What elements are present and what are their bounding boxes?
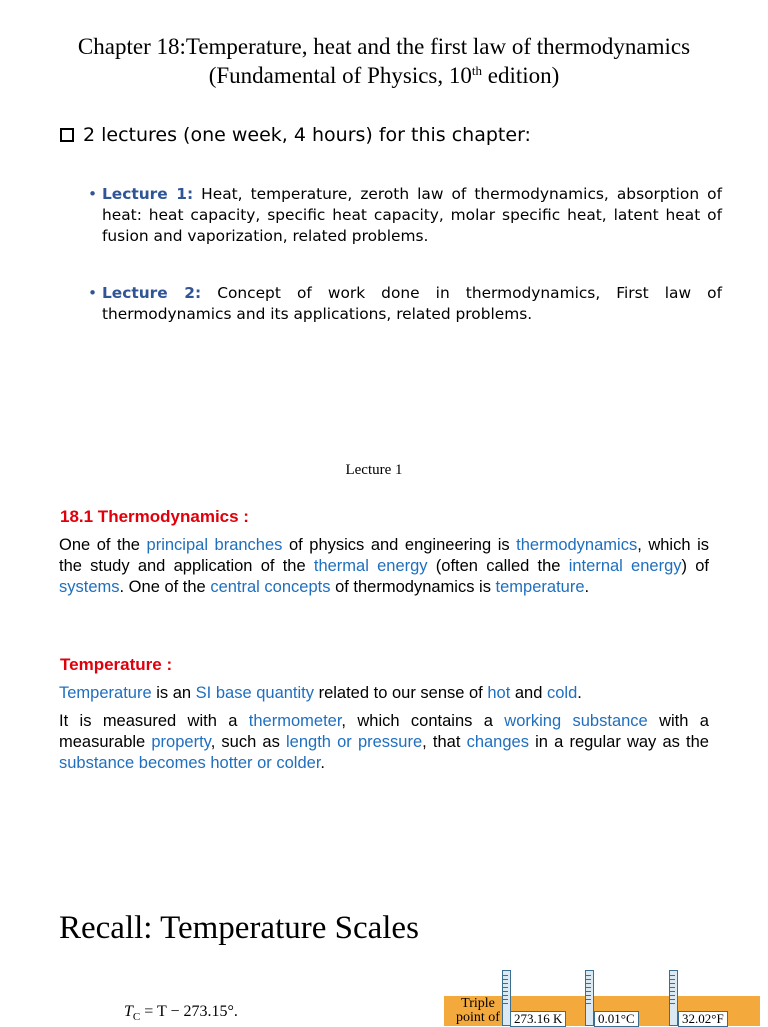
lecture-1-text: Heat, temperature, zeroth law of thermodynamics, absorption of heat: heat capacity, specific heat capacity, molar specific heat, latent heat of fusion and vaporization, related problems. [102, 185, 722, 245]
title-superscript: th [471, 63, 483, 78]
term-temperature: temperature [495, 578, 585, 596]
temperature-scales-diagram [444, 970, 760, 1024]
thermometer-tick [503, 991, 508, 992]
section-thermodynamics-title: 18.1 Thermodynamics : [60, 507, 249, 526]
bullet-dot-icon: • [88, 284, 98, 302]
term-systems: systems [59, 578, 120, 596]
thermometer-tick [586, 983, 591, 984]
lectures-heading [60, 124, 531, 146]
title-book-name: (Fundamental of Physics, 10 [208, 63, 472, 88]
thermometer-tick [503, 979, 508, 980]
section-temperature-title: Temperature : [60, 655, 173, 674]
thermometer-tick [503, 987, 508, 988]
term-thermodynamics: thermodynamics [516, 536, 638, 554]
thermometer-tick [670, 995, 675, 996]
celsius-value: 0.01°C [594, 1011, 639, 1027]
lecture-2-label: Lecture 2: [102, 284, 202, 302]
thermodynamics-paragraph: One of the principal branches of physics and engineering is thermodynamics, which is the study and application of the thermal energy (often called the internal energy) of systems. One of the central concepts of thermodynamics is temperature. [59, 536, 709, 596]
thermometer-tick [670, 975, 675, 976]
fahrenheit-value: 32.02°F [678, 1011, 728, 1027]
thermometer-tick [586, 999, 591, 1000]
thermometer-tick [503, 975, 508, 976]
thermometer-tick [670, 999, 675, 1000]
thermometer-tick [586, 991, 591, 992]
triple-point-label: Triple point of [456, 996, 500, 1025]
bullet-dot-icon: • [88, 185, 98, 203]
chapter-title-line-1: Chapter 18:Temperature, heat and the first law of thermodynamics [77, 34, 691, 59]
thermometer-tick [670, 987, 675, 988]
thermometer-tick [670, 991, 675, 992]
chapter-title-line-2 [0, 61, 768, 91]
term-principal-branches: principal branches [146, 536, 283, 554]
lecture-1-label: Lecture 1: [102, 185, 194, 203]
celsius-thermometer-icon [585, 970, 594, 1026]
thermometer-tick [586, 987, 591, 988]
lecture-1-label-center: Lecture 1 [345, 462, 403, 478]
thermometer-tick [670, 979, 675, 980]
recall-temperature-scales-title: Recall: Temperature Scales [59, 910, 419, 946]
title-edition: edition) [482, 63, 560, 88]
thermometer-tick [670, 983, 675, 984]
thermometer-tick [586, 975, 591, 976]
temperature-paragraph-1: Temperature is an SI base quantity related to our sense of hot and cold. [59, 684, 582, 702]
lecture-2-bullet [88, 283, 722, 325]
thermometer-tick [503, 983, 508, 984]
lecture-1-bullet [88, 184, 722, 247]
thermometer-tick [670, 1003, 675, 1004]
term-internal-energy: internal energy [568, 557, 682, 575]
celsius-formula: $T_C = T - 273.15^\circ$. [124, 1003, 238, 1024]
thermometer-tick [586, 1003, 591, 1004]
kelvin-value: 273.16 K [510, 1011, 566, 1027]
thermometer-tick [586, 979, 591, 980]
term-thermal-energy: thermal energy [313, 557, 428, 575]
term-central-concepts: central concepts [210, 578, 331, 596]
lectures-heading-text: 2 lectures (one week, 4 hours) for this chapter: [83, 124, 531, 146]
checkbox-bullet-icon [60, 128, 74, 142]
thermometer-tick [586, 995, 591, 996]
thermometer-tick [503, 995, 508, 996]
lecture-2-text: Concept of work done in thermodynamics, First law of thermodynamics and its applications, related problems. [102, 284, 722, 323]
temperature-paragraph-2: It is measured with a thermometer, which contains a working substance with a measurable property, such as length or pressure, that changes in a regular way as the substance becomes hotter or colder. [59, 712, 709, 772]
fahrenheit-thermometer-icon [669, 970, 678, 1026]
